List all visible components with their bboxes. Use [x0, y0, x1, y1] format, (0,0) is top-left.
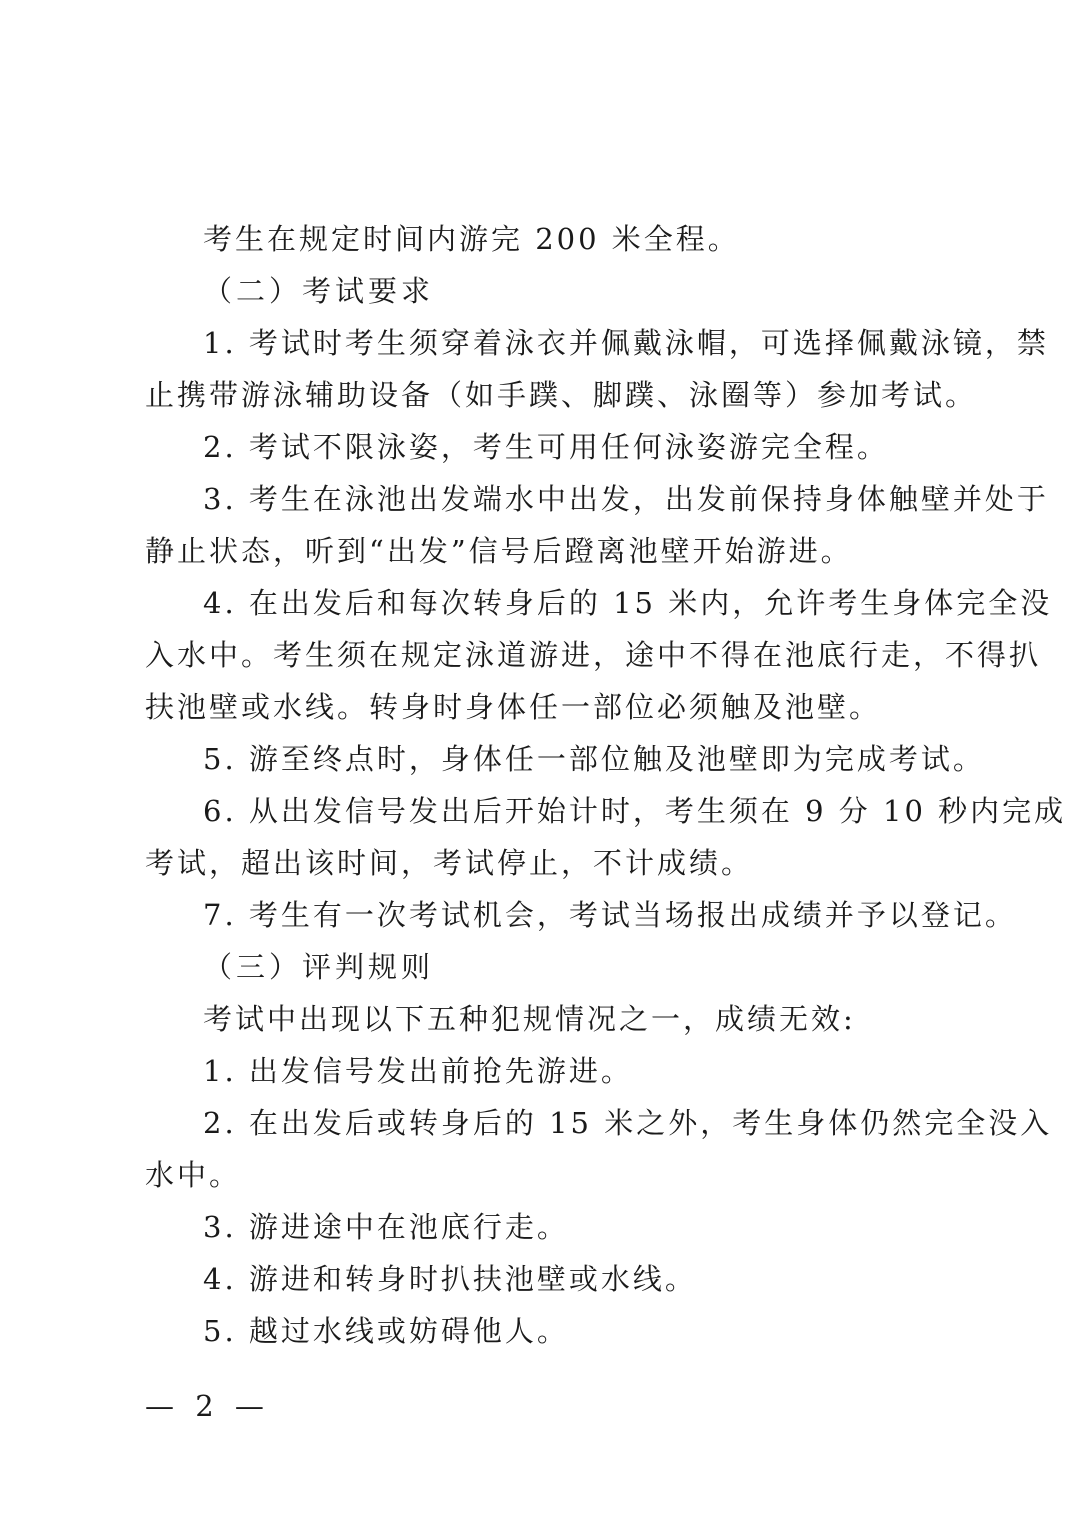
paragraph-line: 入水中。考生须在规定泳道游进，途中不得在池底行走，不得扒 — [145, 638, 1042, 672]
paragraph-line: 1. 出发信号发出前抢先游进。 — [203, 1054, 633, 1088]
paragraph-line: 止携带游泳辅助设备（如手蹼、脚蹼、泳圈等）参加考试。 — [145, 378, 978, 412]
paragraph-line: 5. 越过水线或妨碍他人。 — [203, 1314, 569, 1348]
paragraph-line: 4. 游进和转身时扒扶池壁或水线。 — [203, 1262, 697, 1296]
paragraph-line: 考试中出现以下五种犯规情况之一，成绩无效: — [203, 1002, 856, 1036]
paragraph-line: 1. 考试时考生须穿着泳衣并佩戴泳帽，可选择佩戴泳镜，禁 — [203, 326, 1049, 360]
paragraph-line: 水中。 — [145, 1158, 242, 1192]
paragraph-line: 2. 考试不限泳姿，考生可用任何泳姿游完全程。 — [203, 430, 889, 464]
paragraph-line: 考生在规定时间内游完 200 米全程。 — [203, 222, 740, 256]
paragraph-line: 4. 在出发后和每次转身后的 15 米内，允许考生身体完全没 — [203, 586, 1053, 620]
paragraph-line: 静止状态，听到“出发”信号后蹬离池壁开始游进。 — [145, 534, 853, 568]
paragraph-line: 扶池壁或水线。转身时身体任一部位必须触及池壁。 — [145, 690, 882, 724]
paragraph-line: 6. 从出发信号发出后开始计时，考生须在 9 分 10 秒内完成 — [203, 794, 1067, 828]
section-heading-judging-rules: （三）评判规则 — [203, 950, 435, 984]
paragraph-line: 2. 在出发后或转身后的 15 米之外，考生身体仍然完全没入 — [203, 1106, 1053, 1140]
paragraph-line: 5. 游至终点时，身体任一部位触及池壁即为完成考试。 — [203, 742, 985, 776]
page-number: — 2 — — [145, 1389, 270, 1423]
paragraph-line: 3. 考生在泳池出发端水中出发，出发前保持身体触壁并处于 — [203, 482, 1049, 516]
paragraph-line: 考试，超出该时间，考试停止，不计成绩。 — [145, 846, 754, 880]
paragraph-line: 3. 游进途中在池底行走。 — [203, 1210, 569, 1244]
paragraph-line: 7. 考生有一次考试机会，考试当场报出成绩并予以登记。 — [203, 898, 1017, 932]
section-heading-requirements: （二）考试要求 — [203, 274, 435, 308]
